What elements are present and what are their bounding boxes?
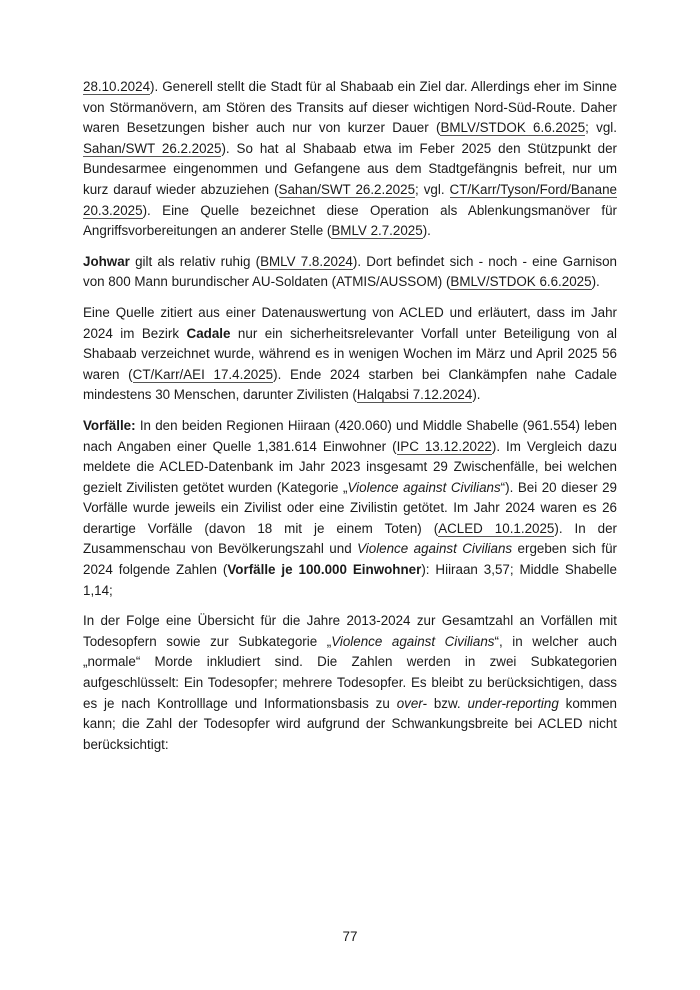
source-link[interactable]: Sahan/SWT 26.2.2025 <box>83 140 222 156</box>
document-body <box>83 77 617 765</box>
term-under-reporting: under-reporting <box>467 695 559 711</box>
paragraph-vorfaelle: Vorfälle: In den beiden Regionen Hiiraan (420.060) und Middle Shabelle (961.554) leben nach Angaben einer Quelle 1,381.614 Einwohner (IPC 13.12.2022). Im Vergleich dazu meldete die ACLED-Datenbank im Jahr 2023 insgesamt 29 Zwischenfälle, bei welchen gezielt Zivilisten getötet wurden (Kategorie „Violence against Civilians“). Bei 20 dieser 29 Vorfälle wurde jeweils ein Zivilist oder eine Zivilistin getötet. Im Jahr 2024 waren es 26 derartige Vorfälle (davon 18 mit je einem Toten) (ACLED 10.1.2025). In der Zusammenschau von Bevölkerungszahl und Violence against Civilians ergeben sich für 2024 folgende Zahlen (Vorfälle je 100.000 Einwohner): Hiiraan 3,57; Middle Shabelle 1,14; <box>83 417 617 598</box>
source-link[interactable]: BMLV 2.7.2025 <box>331 223 423 239</box>
source-link[interactable]: ACLED 10.1.2025 <box>438 520 555 536</box>
paragraph-overview: In der Folge eine Übersicht für die Jahre 2013-2024 zur Gesamtzahl an Vorfällen mit Todesopfern sowie zur Subkategorie „Violence against Civilians“, in welcher auch „normale“ Morde inkludiert sind. Die Zahlen werden in zwei Subkategorien aufgeschlüsselt: Ein Todesopfer; mehrere Todesopfer. Es bleibt zu berücksichtigen, dass es je nach Kontrolllage und Informationsbasis zu over- bzw. under-reporting kommen kann; die Zahl der Todesopfer wird aufgrund der Schwankungsbreite bei ACLED nicht berücksichtigt: <box>83 613 617 752</box>
source-link[interactable]: IPC 13.12.2022 <box>396 438 492 454</box>
metric-label: Vorfälle je 100.000 Einwohner <box>227 562 422 578</box>
source-link[interactable]: BMLV/STDOK 6.6.2025 <box>450 274 592 290</box>
place-heading: Cadale <box>186 325 231 341</box>
source-link[interactable]: Sahan/SWT 26.2.2025 <box>278 181 416 197</box>
source-link[interactable]: CT/Karr/AEI 17.4.2025 <box>132 366 274 382</box>
page-number: 77 <box>342 929 358 944</box>
category-term: Violence against Civilians <box>347 479 501 495</box>
place-heading: Johwar <box>83 253 130 269</box>
source-link[interactable]: CT/Karr/Tyson/Ford/Banane 20.3.2025 <box>83 181 617 218</box>
term-over: over- <box>396 695 427 711</box>
source-link[interactable]: 28.10.2024 <box>83 79 151 94</box>
category-term: Violence against Civilians <box>331 633 495 649</box>
category-term: Violence against Civilians <box>357 541 513 557</box>
source-link[interactable]: BMLV 7.8.2024 <box>260 253 353 269</box>
section-label: Vorfälle: <box>83 417 136 433</box>
source-link[interactable]: Halqabsi 7.12.2024 <box>356 387 473 403</box>
source-link[interactable]: BMLV/STDOK 6.6.2025 <box>440 120 586 136</box>
paragraph-cadale: Eine Quelle zitiert aus einer Datenauswertung von ACLED und erläutert, dass im Jahr 2024 im Bezirk Cadale nur ein sicherheitsrelevanter Vorfall unter Beteiligung von al Shabaab verzeichnet wurde, während es in wenigen Wochen im März und April 2025 56 waren (CT/Karr/AEI 17.4.2025). Ende 2024 starben bei Clankämpfen nahe Cadale mindestens 30 Menschen, darunter Zivilisten (Halqabsi 7.12.2024). <box>83 304 618 403</box>
paragraph-johwar: Johwar gilt als relativ ruhig (BMLV 7.8.2024). Dort befindet sich - noch - eine Garnison von 800 Mann burundischer AU-Soldaten (ATMIS/AUSSOM) (BMLV/STDOK 6.6.2025). <box>83 253 617 290</box>
paragraph-mahadaay: 28.10.2024). Generell stellt die Stadt für al Shabaab ein Ziel dar. Allerdings eher im Sinne von Störmanövern, am Stören des Transits auf dieser wichtigen Nord-Süd-Route. Daher waren Besetzungen bisher auch nur von kurzer Dauer (BMLV/STDOK 6.6.2025; vgl. Sahan/SWT 26.2.2025). So hat al Shabaab etwa im Feber 2025 den Stützpunkt der Bundesarmee eingenommen und Gefangene aus dem Stadtgefängnis befreit, nur um kurz darauf wieder abzuziehen (Sahan/SWT 26.2.2025; vgl. CT/Karr/Tyson/Ford/Banane 20.3.2025). Eine Quelle bezeichnet diese Operation als Ablenkungsmanöver für Angriffsvorbereitungen an anderer Stelle (BMLV 2.7.2025). <box>83 79 617 239</box>
